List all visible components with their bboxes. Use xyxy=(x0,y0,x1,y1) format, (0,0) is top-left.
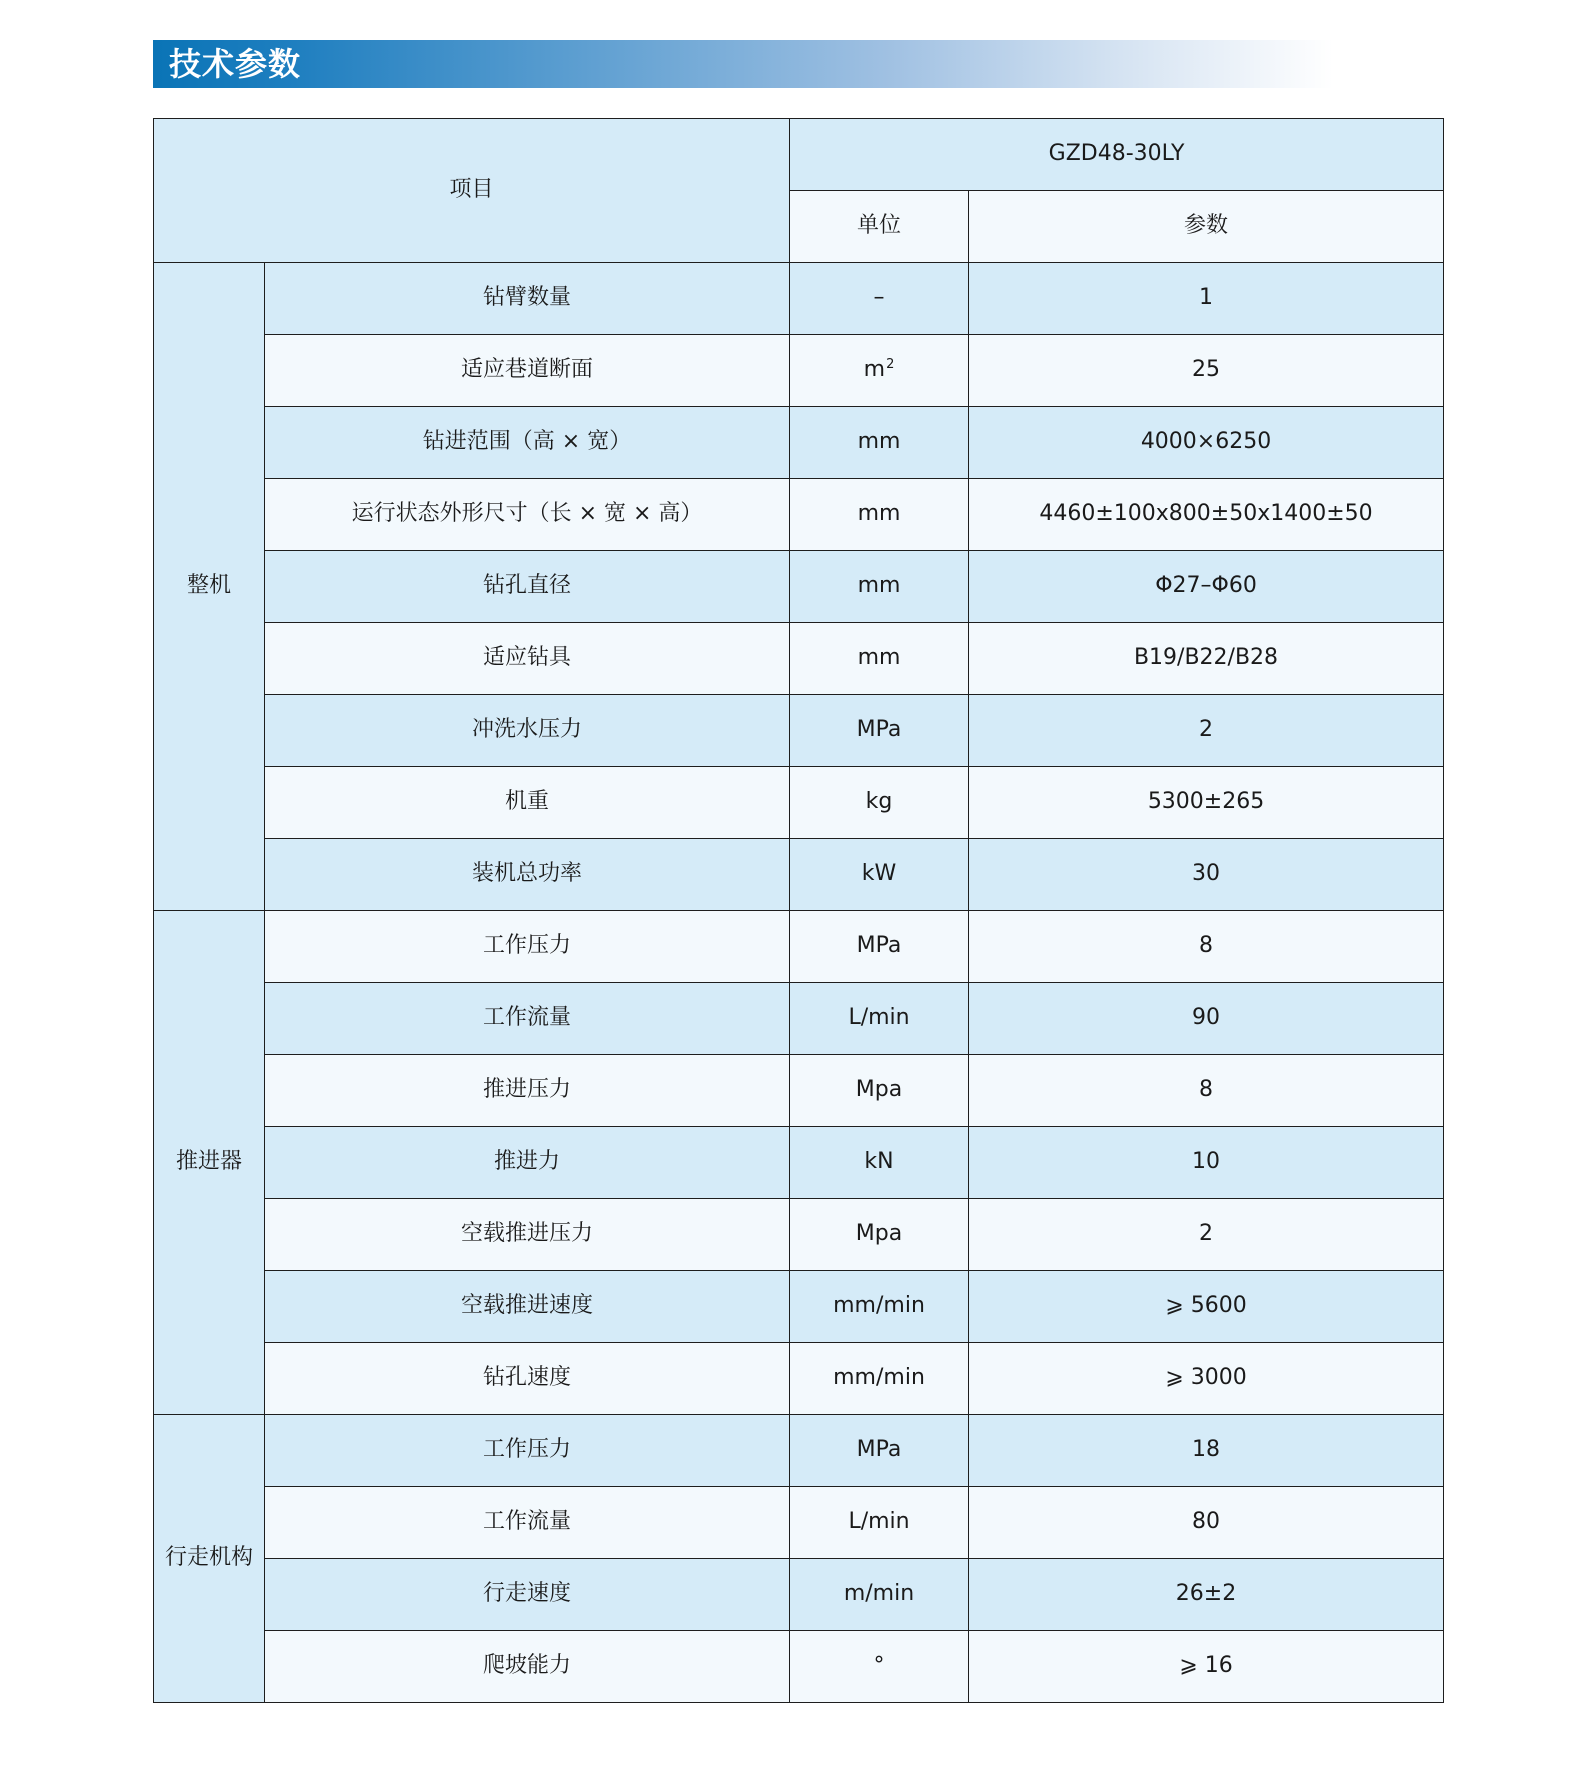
unit-cell xyxy=(790,335,969,407)
item-cell: 空载推进压力 xyxy=(265,1199,790,1271)
table-row xyxy=(154,839,1444,911)
table-row xyxy=(154,551,1444,623)
item-cell: 工作流量 xyxy=(265,1487,790,1559)
unit-cell xyxy=(790,1415,969,1487)
table-row xyxy=(154,695,1444,767)
header-model: GZD48-30LY xyxy=(790,119,1444,191)
item-cell: 工作压力 xyxy=(265,1415,790,1487)
unit-text: mm xyxy=(857,645,901,671)
header-item: 项目 xyxy=(154,119,790,263)
header-row-1 xyxy=(154,119,1444,191)
value-cell: 80 xyxy=(969,1487,1444,1559)
item-cell: 行走速度 xyxy=(265,1559,790,1631)
table-row xyxy=(154,1271,1444,1343)
value-cell: 10 xyxy=(969,1127,1444,1199)
unit-cell xyxy=(790,551,969,623)
unit-text: kg xyxy=(865,789,893,815)
item-cell: 冲洗水压力 xyxy=(265,695,790,767)
item-cell: 空载推进速度 xyxy=(265,1271,790,1343)
unit-cell xyxy=(790,839,969,911)
value-cell: 5300±265 xyxy=(969,767,1444,839)
unit-text: mm xyxy=(857,429,901,455)
table-row xyxy=(154,983,1444,1055)
table-row xyxy=(154,1415,1444,1487)
table-row xyxy=(154,263,1444,335)
value-cell: 2 xyxy=(969,1199,1444,1271)
unit-text: m/min xyxy=(843,1581,915,1607)
spec-body xyxy=(154,263,1444,1703)
value-cell: Φ27–Φ60 xyxy=(969,551,1444,623)
table-row xyxy=(154,911,1444,983)
item-cell: 机重 xyxy=(265,767,790,839)
unit-text: ° xyxy=(873,1653,885,1679)
unit-text: – xyxy=(873,285,885,311)
table-row xyxy=(154,1343,1444,1415)
table-row xyxy=(154,1487,1444,1559)
unit-cell xyxy=(790,1559,969,1631)
item-cell: 工作压力 xyxy=(265,911,790,983)
table-row xyxy=(154,1559,1444,1631)
unit-text: kW xyxy=(861,861,897,887)
section-title-bar xyxy=(153,40,1333,88)
unit-text: MPa xyxy=(856,717,902,743)
item-cell: 钻进范围（高 × 宽） xyxy=(265,407,790,479)
group-label: 行走机构 xyxy=(154,1415,265,1703)
value-cell: 8 xyxy=(969,911,1444,983)
value-cell: 4460±100x800±50x1400±50 xyxy=(969,479,1444,551)
unit-text: Mpa xyxy=(855,1077,903,1103)
value-cell: 26±2 xyxy=(969,1559,1444,1631)
table-row xyxy=(154,1055,1444,1127)
section-title: 技术参数 xyxy=(169,45,302,83)
table-row xyxy=(154,335,1444,407)
unit-cell xyxy=(790,1127,969,1199)
spec-table xyxy=(153,118,1444,1703)
table-row xyxy=(154,623,1444,695)
group-label: 整机 xyxy=(154,263,265,911)
value-cell: B19/B22/B28 xyxy=(969,623,1444,695)
value-cell: 90 xyxy=(969,983,1444,1055)
unit-text: L/min xyxy=(848,1005,910,1031)
group-label: 推进器 xyxy=(154,911,265,1415)
unit-text: mm xyxy=(857,501,901,527)
item-cell: 钻臂数量 xyxy=(265,263,790,335)
unit-cell xyxy=(790,1199,969,1271)
unit-text: m xyxy=(863,357,886,383)
table-row xyxy=(154,479,1444,551)
unit-cell xyxy=(790,479,969,551)
value-cell: 2 xyxy=(969,695,1444,767)
table-row xyxy=(154,1199,1444,1271)
unit-cell xyxy=(790,407,969,479)
value-cell: 1 xyxy=(969,263,1444,335)
item-cell: 适应巷道断面 xyxy=(265,335,790,407)
unit-cell xyxy=(790,911,969,983)
item-cell: 适应钻具 xyxy=(265,623,790,695)
unit-cell xyxy=(790,1055,969,1127)
item-cell: 运行状态外形尺寸（长 × 宽 × 高） xyxy=(265,479,790,551)
unit-cell xyxy=(790,767,969,839)
unit-cell xyxy=(790,695,969,767)
table-row xyxy=(154,1127,1444,1199)
value-cell: 25 xyxy=(969,335,1444,407)
unit-text: MPa xyxy=(856,1437,902,1463)
unit-text: mm/min xyxy=(833,1365,925,1391)
unit-text: mm/min xyxy=(833,1293,925,1319)
unit-text: Mpa xyxy=(855,1221,903,1247)
unit-cell xyxy=(790,983,969,1055)
item-cell: 爬坡能力 xyxy=(265,1631,790,1703)
table-row xyxy=(154,1631,1444,1703)
unit-cell xyxy=(790,1343,969,1415)
unit-cell xyxy=(790,1487,969,1559)
value-cell: 30 xyxy=(969,839,1444,911)
item-cell: 推进压力 xyxy=(265,1055,790,1127)
item-cell: 钻孔直径 xyxy=(265,551,790,623)
value-cell: 4000×6250 xyxy=(969,407,1444,479)
unit-text: kN xyxy=(864,1149,894,1175)
item-cell: 工作流量 xyxy=(265,983,790,1055)
value-cell: ⩾ 3000 xyxy=(969,1343,1444,1415)
unit-cell xyxy=(790,623,969,695)
header-param: 参数 xyxy=(969,191,1444,263)
item-cell: 推进力 xyxy=(265,1127,790,1199)
value-cell: 18 xyxy=(969,1415,1444,1487)
unit-text: mm xyxy=(857,573,901,599)
header-unit: 单位 xyxy=(790,191,969,263)
unit-text: MPa xyxy=(856,933,902,959)
value-cell: ⩾ 16 xyxy=(969,1631,1444,1703)
unit-superscript: 2 xyxy=(886,356,895,372)
value-cell: 8 xyxy=(969,1055,1444,1127)
unit-cell xyxy=(790,263,969,335)
item-cell: 装机总功率 xyxy=(265,839,790,911)
unit-cell xyxy=(790,1631,969,1703)
table-row xyxy=(154,407,1444,479)
item-cell: 钻孔速度 xyxy=(265,1343,790,1415)
unit-cell xyxy=(790,1271,969,1343)
table-row xyxy=(154,767,1444,839)
unit-text: L/min xyxy=(848,1509,910,1535)
value-cell: ⩾ 5600 xyxy=(969,1271,1444,1343)
